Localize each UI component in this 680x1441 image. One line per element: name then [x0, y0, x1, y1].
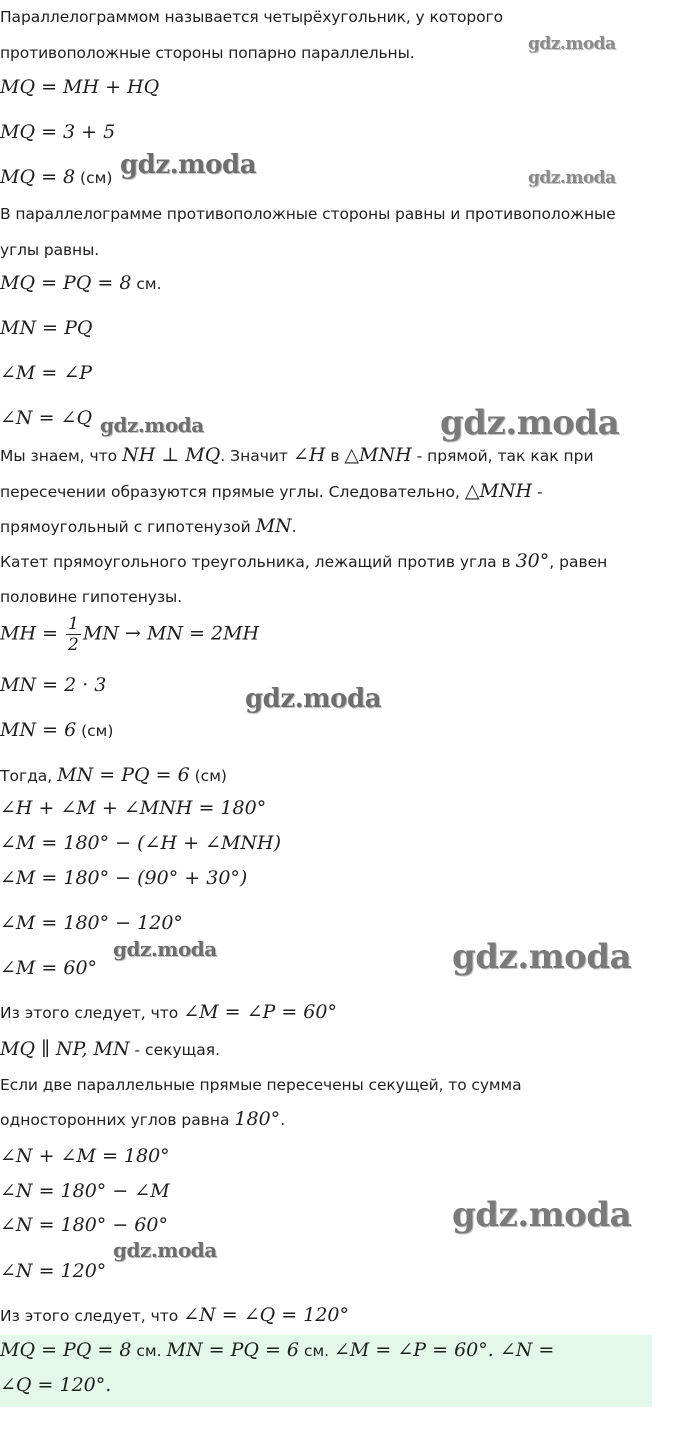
text: .	[280, 1111, 286, 1129]
property-line-1: В параллелограмме противоположные стороны равны и противоположные	[0, 205, 616, 223]
conclusion-mn-pq	[0, 764, 680, 786]
watermark-logo: gdz.moda	[113, 1238, 217, 1262]
text: .	[291, 518, 297, 536]
math-text: 180°	[234, 1108, 281, 1130]
fraction-denominator: 2	[68, 635, 79, 655]
text: Мы знаем, что	[0, 447, 123, 465]
math-text: MN	[255, 515, 292, 537]
answer-box	[0, 1335, 652, 1407]
reasoning-line-2	[0, 480, 680, 502]
watermark-logo: gdz.moda	[120, 150, 257, 180]
reasoning-line-1	[0, 444, 680, 466]
math-text: △MNH	[464, 480, 533, 502]
unit-text: см.	[299, 1342, 335, 1360]
math-text: ∠M = ∠P = 60°	[183, 1001, 337, 1023]
unit-text: (см)	[76, 722, 114, 740]
equation-angle-n-values: ∠N = 180° − 60°	[0, 1214, 168, 1236]
text: - прямой, так как при	[411, 447, 594, 465]
definition-line-1: Параллелограммом называется четырёхугольник, у которого	[0, 8, 503, 26]
text: Тогда,	[0, 767, 58, 785]
equation-angle-n-expr: ∠N = 180° − ∠M	[0, 1180, 170, 1202]
conclusion-angle-n-q	[0, 1304, 680, 1326]
theorem-line-1	[0, 550, 680, 572]
equation-mn-product: MN = 2 · 3	[0, 674, 107, 696]
text: Из этого следует, что	[0, 1004, 184, 1022]
text: пересечении образуются прямые углы. Следовательно,	[0, 483, 465, 501]
equation-mq-pq	[0, 272, 680, 294]
text: прямоугольный с гипотенузой	[0, 518, 256, 536]
watermark-logo: gdz.moda	[528, 168, 616, 188]
math-text: MQ = 8	[0, 166, 76, 188]
equation-angle-m-result: ∠M = 60°	[0, 957, 98, 979]
math-text: MN → MN = 2MH	[82, 622, 260, 645]
parallel-rule-line-1: Если две параллельные прямые пересечены секущей, то сумма	[0, 1076, 522, 1094]
equation-mq-values: MQ = 3 + 5	[0, 121, 116, 143]
equation-angle-m-expr: ∠M = 180° − (∠H + ∠MNH)	[0, 832, 282, 854]
math-text: MQ = PQ = 8	[0, 272, 132, 294]
theorem-line-2: половине гипотенузы.	[0, 588, 182, 606]
reasoning-line-3	[0, 515, 680, 537]
math-text: ∠M = ∠P = 60°. ∠N =	[334, 1339, 555, 1361]
unit-text: (см)	[75, 169, 113, 187]
equation-mn-pq: MN = PQ	[0, 317, 93, 339]
text: Из этого следует, что	[0, 1307, 184, 1325]
equation-angle-sum: ∠H + ∠M + ∠MNH = 180°	[0, 797, 267, 819]
watermark-logo: gdz.moda	[452, 937, 632, 977]
math-text: △MNH	[344, 444, 412, 466]
watermark-logo: gdz.moda	[100, 413, 204, 437]
equation-mq-sum: MQ = MH + HQ	[0, 76, 160, 98]
math-text: MH =	[0, 622, 65, 645]
answer-line-1	[0, 1339, 652, 1361]
watermark-logo: gdz.moda	[452, 1195, 632, 1235]
watermark-logo: gdz.moda	[245, 684, 382, 714]
fraction-one-half	[66, 614, 81, 655]
text: . Значит	[220, 447, 293, 465]
watermark-logo: gdz.moda	[113, 937, 217, 961]
text: , равен	[549, 553, 608, 571]
text: -	[532, 483, 543, 501]
equation-mn-result	[0, 719, 680, 741]
equation-mh-half	[0, 614, 680, 655]
text: односторонних углов равна	[0, 1111, 235, 1129]
math-text: ∠H	[292, 444, 326, 466]
conclusion-angle-m-p	[0, 1001, 680, 1023]
equation-angle-n-q: ∠N = ∠Q	[0, 407, 93, 429]
math-text: ∠N = ∠Q = 120°	[183, 1304, 350, 1326]
math-text: MN = PQ = 6	[166, 1339, 300, 1361]
math-text: MN = 6	[0, 719, 77, 741]
equation-angle-n-result: ∠N = 120°	[0, 1260, 107, 1282]
math-text: MQ = PQ = 8	[0, 1339, 132, 1361]
text: - секущая.	[129, 1041, 220, 1059]
equation-angle-m-values: ∠M = 180° − (90° + 30°)	[0, 867, 248, 889]
unit-text: (см)	[189, 767, 227, 785]
watermark-logo: gdz.moda	[528, 34, 616, 54]
equation-angle-m-p: ∠M = ∠P	[0, 362, 93, 384]
math-text: 30°	[515, 550, 550, 572]
watermark-logo: gdz.moda	[440, 403, 620, 443]
unit-text: см.	[131, 1342, 167, 1360]
parallel-secant-line	[0, 1038, 680, 1060]
property-line-2: углы равны.	[0, 241, 100, 259]
parallel-rule-line-2	[0, 1108, 680, 1130]
text: в	[325, 447, 345, 465]
equation-angle-n-m-sum: ∠N + ∠M = 180°	[0, 1145, 170, 1167]
text: Катет прямоугольного треугольника, лежащий против угла в	[0, 553, 516, 571]
equation-angle-m-diff: ∠M = 180° − 120°	[0, 912, 183, 934]
math-text: NH ⊥ MQ	[122, 444, 221, 466]
answer-line-2: ∠Q = 120°.	[0, 1374, 112, 1396]
math-text: MQ ∥ NP, MN	[0, 1038, 130, 1060]
unit-text: см.	[131, 275, 162, 293]
definition-line-2: противоположные стороны попарно параллельны.	[0, 44, 415, 62]
math-text: MN = PQ = 6	[57, 764, 190, 786]
fraction-numerator: 1	[68, 614, 79, 634]
